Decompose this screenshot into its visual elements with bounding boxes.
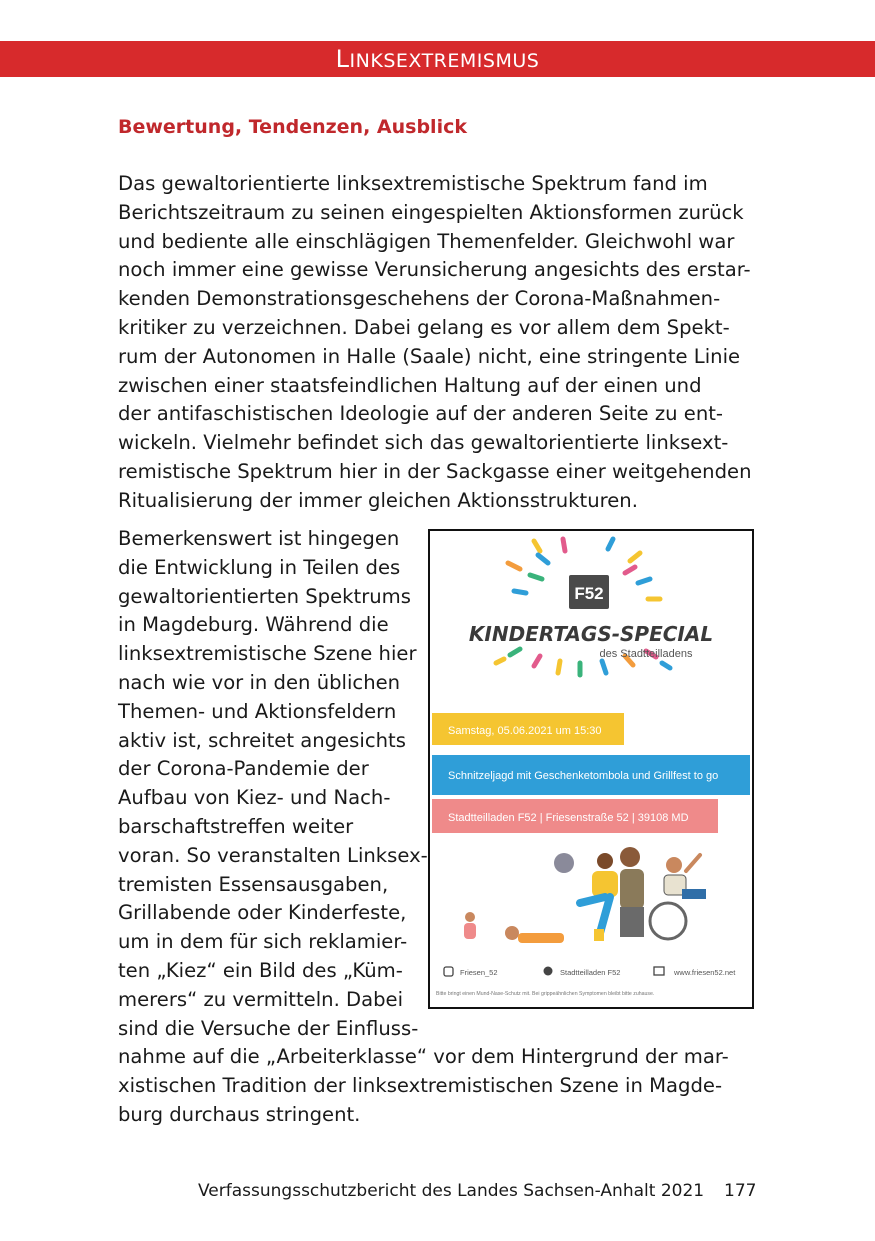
paragraph-line: barschaftstreffen weiter [118, 814, 354, 838]
paragraph-line: linksextremistische Szene hier [118, 642, 417, 666]
paragraph-line: in Magdeburg. Während die [118, 613, 389, 637]
page-footer: Verfassungsschutzbericht des Landes Sachsen-Anhalt 2021 [198, 1181, 705, 1201]
paragraph-line: burg durchaus stringent. [118, 1102, 361, 1126]
facebook-icon [544, 967, 553, 976]
paragraph-line: der Corona-Pandemie der [118, 757, 369, 781]
paragraph-1 [118, 170, 752, 516]
flyer-artwork [430, 531, 752, 1007]
paragraph-line: Grillabende oder Kinderfeste, [118, 901, 407, 925]
chapter-banner [0, 41, 875, 77]
paragraph-line: nahme auf die „Arbeiterklasse“ vor dem Hintergrund der mar- [118, 1045, 729, 1069]
chapter-title-rest: INKSEXTREMISMUS [349, 50, 540, 72]
paragraph-line: um in dem für sich reklamier- [118, 930, 408, 954]
paragraph-line: der antifaschistischen Ideologie auf der anderen Seite zu ent- [118, 402, 723, 426]
paragraph-line: die Entwicklung in Teilen des [118, 555, 401, 579]
paragraph-line: zwischen einer staatsfeindlichen Haltung auf der einen und [118, 373, 702, 397]
flyer-logo-text: F52 [574, 584, 604, 603]
paragraph-line: nach wie vor in den üblichen [118, 670, 401, 694]
instagram-icon [444, 967, 453, 976]
paragraph-line: Bemerkenswert ist hingegen [118, 527, 400, 550]
paragraph-line: Ritualisierung der immer gleichen Aktionsstrukturen. [118, 488, 638, 512]
paragraph-line: merers“ zu vermitteln. Dabei [118, 987, 404, 1011]
paragraph-line: aktiv ist, schreitet angesichts [118, 728, 406, 752]
f52-logo [569, 575, 609, 609]
page-number: 177 [724, 1181, 757, 1201]
flyer-instagram: Friesen_52 [460, 968, 498, 977]
flyer-date: Samstag, 05.06.2021 um 15:30 [448, 725, 602, 737]
paragraph-line: tremisten Essensausgaben, [118, 872, 389, 896]
flyer-social-row [436, 967, 736, 998]
paragraph-line: Themen- und Aktionsfeldern [118, 699, 397, 723]
paragraph-line: und bediente alle einschlägigen Themenfelder. Gleichwohl war [118, 229, 735, 253]
flyer-web: www.friesen52.net [674, 968, 736, 977]
flyer-facebook: Stadtteilladen F52 [560, 968, 621, 977]
paragraph-line: wickeln. Vielmehr befindet sich das gewaltorientierte linksext- [118, 431, 729, 455]
paragraph-line: ten „Kiez“ ein Bild des „Küm- [118, 958, 403, 982]
flyer-notice: Bitte bringt einen Mund-Nase-Schutz mit. Bei grippeähnlichen Symptomen bleibt bitte zuhause. [436, 991, 655, 997]
section-heading: Bewertung, Tendenzen, Ausblick [118, 116, 467, 138]
paragraph-line: Das gewaltorientierte linksextremistische Spektrum fand im [118, 172, 708, 195]
paragraph-line: Berichtszeitraum zu seinen eingespielten Aktionsformen zurück [118, 200, 744, 224]
flyer-subtitle: des Stadtteilladens [599, 648, 693, 660]
paragraph-line: noch immer eine gewisse Verunsicherung angesichts des erstar- [118, 258, 751, 282]
paragraph-line: Aufbau von Kiez- und Nach- [118, 786, 391, 810]
chapter-title [0, 45, 875, 73]
paragraph-line: kritiker zu verzeichnen. Dabei gelang es vor allem dem Spekt- [118, 315, 730, 339]
paragraph-line: sind die Versuche der Einfluss- [118, 1016, 419, 1040]
flyer-event: Schnitzeljagd mit Geschenketombola und Grillfest to go [448, 770, 719, 782]
chapter-title-initial: L [335, 45, 350, 73]
paragraph-line: voran. So veranstalten Linksex- [118, 843, 428, 867]
paragraph-line: gewaltorientierten Spektrums [118, 584, 411, 608]
paragraph-line: xistischen Tradition der linksextremistischen Szene in Magde- [118, 1074, 723, 1098]
children-illustration [464, 847, 706, 943]
event-flyer-image [428, 529, 754, 1009]
paragraph-line: remistische Spektrum hier in der Sackgasse einer weitgehenden [118, 459, 752, 483]
flyer-address: Stadtteilladen F52 | Friesenstraße 52 | 39108 MD [448, 812, 689, 824]
flyer-title: KINDERTAGS-SPECIAL [468, 622, 714, 646]
web-icon [654, 967, 664, 975]
paragraph-line: kenden Demonstrationsgeschehens der Corona-Maßnahmen- [118, 287, 721, 311]
paragraph-line: rum der Autonomen in Halle (Saale) nicht, eine stringente Linie [118, 344, 741, 368]
